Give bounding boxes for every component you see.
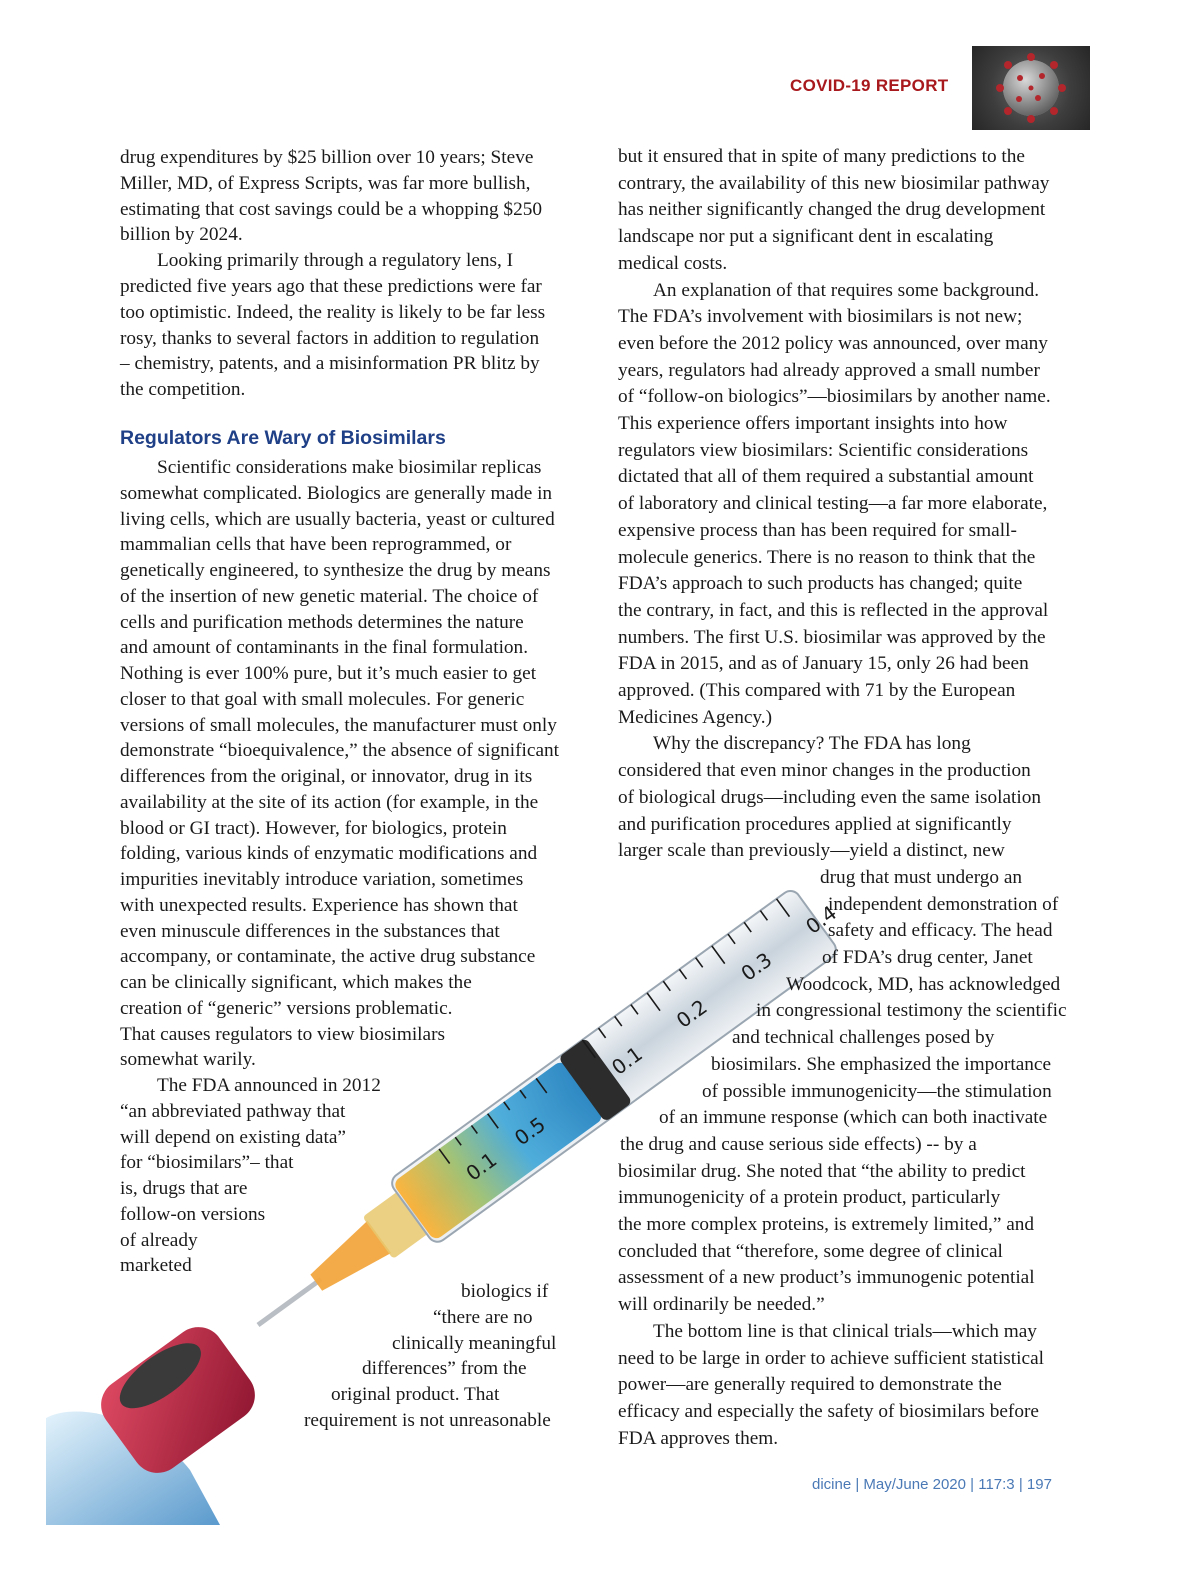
right-column-line: the more complex proteins, is extremely limited,” and [618, 1214, 1035, 1235]
left-column-line: impurities inevitably introduce variation, sometimes [120, 869, 524, 890]
left-column-line: rosy, thanks to several factors in addition to regulation [120, 327, 540, 349]
section-subheading: Regulators Are Wary of Biosimilars [120, 427, 446, 449]
left-column-line: with unexpected results. Experience has shown that [120, 894, 518, 916]
right-column-line: of “follow-on biologics”—biosimilars by another name. [618, 386, 1051, 408]
left-column-line: is, drugs that are [120, 1178, 248, 1199]
left-column-line: for “biosimilars”– that [120, 1152, 294, 1174]
left-column-line: versions of small molecules, the manufacturer must only [120, 714, 557, 736]
left-column-line: Nothing is ever 100% pure, but it’s much easier to get [120, 663, 537, 684]
right-column-line: has neither significantly changed the drug development [618, 199, 1046, 221]
right-column-line: biosimilars. She emphasized the importance [711, 1053, 1052, 1075]
right-column-line: regulators view biosimilars: Scientific considerations [618, 439, 1029, 461]
left-column-line: The FDA announced in 2012 [157, 1075, 381, 1096]
right-column-line: even before the 2012 policy was announced, over many [618, 332, 1048, 354]
right-column-line: Why the discrepancy? The FDA has long [653, 733, 971, 755]
right-column-line: efficacy and especially the safety of biosimilars before [618, 1400, 1039, 1422]
scale-label: 0.3 [736, 947, 777, 986]
left-column-line: drug expenditures by $25 billion over 10 years; Steve [120, 147, 534, 168]
right-column-line: in congressional testimony the scientific [756, 1000, 1067, 1022]
right-column-line: The FDA’s involvement with biosimilars is not new; [618, 306, 1023, 328]
right-column-line: will ordinarily be needed.” [618, 1294, 825, 1316]
right-column-line: of FDA’s drug center, Janet [822, 947, 1033, 968]
left-column-line: biologics if [461, 1281, 549, 1302]
left-column-line: blood or GI tract). However, for biologics, protein [120, 817, 507, 839]
right-column-line: This experience offers important insights into how [618, 413, 1008, 434]
left-column-line: That causes regulators to view biosimilars [120, 1023, 446, 1045]
left-column-line: Scientific considerations make biosimilar replicas [157, 457, 542, 478]
scale-label: 0.1 [461, 1147, 502, 1186]
left-column-line: differences” from the [362, 1358, 527, 1380]
right-column-line: dictated that all of them required a substantial amount [618, 466, 1034, 488]
left-column-line: estimating that cost savings could be a whopping $250 [120, 198, 542, 220]
right-column-line: need to be large in order to achieve sufficient statistical [618, 1347, 1044, 1369]
right-column-line: of an immune response (which can both inactivate [659, 1107, 1048, 1129]
left-column-line: marketed [120, 1255, 192, 1277]
left-column-line: billion by 2024. [120, 224, 243, 246]
left-column-line: closer to that goal with small molecules. For generic [120, 688, 525, 710]
right-column-line: of possible immunogenicity—the stimulation [702, 1080, 1052, 1102]
left-column-line: of the insertion of new genetic material. The choice of [120, 585, 539, 607]
right-column-line: The bottom line is that clinical trials—which may [653, 1320, 1037, 1342]
left-column-line: will depend on existing data” [120, 1126, 346, 1148]
right-column-line: but it ensured that in spite of many predictions to the [618, 146, 1025, 167]
right-column-line: medical costs. [618, 252, 728, 274]
left-column-line: genetically engineered, to synthesize the drug by means [120, 560, 551, 581]
left-column-line: the competition. [120, 379, 246, 401]
right-column-line: and purification procedures applied at significantly [618, 813, 1012, 835]
left-column-line: “there are no [433, 1306, 533, 1328]
needle [257, 1277, 323, 1327]
left-column-line: even minuscule differences in the substances that [120, 920, 500, 942]
left-column-line: mammalian cells that have been reprogrammed, or [120, 534, 512, 556]
left-column-line: demonstrate “bioequivalence,” the absence of significant [120, 740, 559, 762]
right-column-line: and technical challenges posed by [732, 1027, 995, 1049]
right-column-line: approved. (This compared with 71 by the European [618, 680, 1016, 701]
right-column-line: years, regulators had already approved a small number [618, 359, 1040, 381]
right-column-line: An explanation of that requires some background. [653, 279, 1040, 301]
section-label: COVID-19 REPORT [790, 76, 949, 95]
right-column-line: the contrary, in fact, and this is reflected in the approval [618, 599, 1049, 621]
scale-label: 0.1 [607, 1041, 647, 1080]
left-column-line: follow-on versions [120, 1203, 266, 1225]
left-column-line: predicted five years ago that these predictions were far [120, 276, 542, 297]
right-column-line: larger scale than previously—yield a distinct, new [618, 840, 1005, 862]
left-column-line: clinically meaningful [392, 1332, 557, 1354]
right-column-line: molecule generics. There is no reason to think that the [618, 546, 1036, 568]
right-column-line: FDA in 2015, and as of January 15, only 26 had been [618, 653, 1029, 675]
left-column-line: somewhat warily. [120, 1049, 256, 1071]
page-footer: dicine | May/June 2020 | 117:3 | 197 [812, 1476, 1052, 1493]
right-column-line: Medicines Agency.) [618, 706, 773, 728]
right-column-line: numbers. The first U.S. biosimilar was approved by the [618, 626, 1046, 648]
right-column-line: of biological drugs—including even the same isolation [618, 786, 1042, 808]
left-column-line: Looking primarily through a regulatory lens, I [157, 250, 514, 272]
left-column-line: living cells, which are usually bacteria, yeast or cultured [120, 508, 555, 530]
right-column-line: expensive process than has been required for small- [618, 519, 1017, 541]
right-column-line: FDA approves them. [618, 1427, 779, 1449]
right-column-line: immunogenicity of a protein product, particularly [618, 1187, 1001, 1209]
right-column-line: safety and efficacy. The head [828, 920, 1053, 942]
right-column-line: contrary, the availability of this new biosimilar pathway [618, 172, 1050, 194]
right-column-line: considered that even minor changes in the production [618, 760, 1031, 782]
left-column-line: accompany, or contaminate, the active drug substance [120, 946, 536, 968]
left-column-line: of already [120, 1229, 198, 1251]
left-column-line: “an abbreviated pathway that [120, 1100, 346, 1122]
left-column-line: folding, various kinds of enzymatic modifications and [120, 843, 538, 865]
left-column-line: cells and purification methods determines the nature [120, 611, 524, 633]
scale-label: 0.2 [671, 994, 712, 1033]
right-column-line: power—are generally required to demonstrate the [618, 1374, 1002, 1396]
right-column-line: Woodcock, MD, has acknowledged [786, 973, 1061, 995]
left-column-line: and amount of contaminants in the final formulation. [120, 637, 529, 659]
right-column-line: biosimilar drug. She noted that “the ability to predict [618, 1160, 1026, 1182]
scale-label: 0.4 [801, 900, 842, 939]
syringe-liquid [392, 1060, 604, 1242]
left-column-line: differences from the original, or innovator, drug in its [120, 766, 533, 787]
right-column-line: of laboratory and clinical testing—a far more elaborate, [618, 493, 1048, 515]
left-column-line: requirement is not unreasonable [304, 1409, 551, 1431]
left-column-line: original product. That [331, 1384, 500, 1405]
right-column-line: independent demonstration of [828, 893, 1059, 915]
right-column-line: drug that must undergo an [820, 866, 1023, 888]
left-column-line: can be clinically significant, which makes the [120, 972, 472, 993]
right-column-line: FDA’s approach to such products has changed; quite [618, 573, 1023, 595]
right-column-line: assessment of a new product’s immunogenic potential [618, 1267, 1035, 1289]
right-column-line: the drug and cause serious side effects) -- by a [620, 1133, 977, 1155]
left-column-line: availability at the site of its action (for example, in the [120, 791, 539, 813]
right-column-line: landscape nor put a significant dent in escalating [618, 226, 994, 248]
left-column-line: too optimistic. Indeed, the reality is likely to be far less [120, 301, 546, 323]
left-column-line: creation of “generic” versions problematic. [120, 997, 453, 1019]
left-column-line: somewhat complicated. Biologics are generally made in [120, 482, 553, 504]
left-column-line: – chemistry, patents, and a misinformation PR blitz by [120, 353, 540, 375]
left-column-line: Miller, MD, of Express Scripts, was far more bullish, [120, 172, 531, 194]
scale-label: 0.5 [509, 1112, 550, 1151]
right-column-line: concluded that “therefore, some degree of clinical [618, 1240, 1003, 1262]
